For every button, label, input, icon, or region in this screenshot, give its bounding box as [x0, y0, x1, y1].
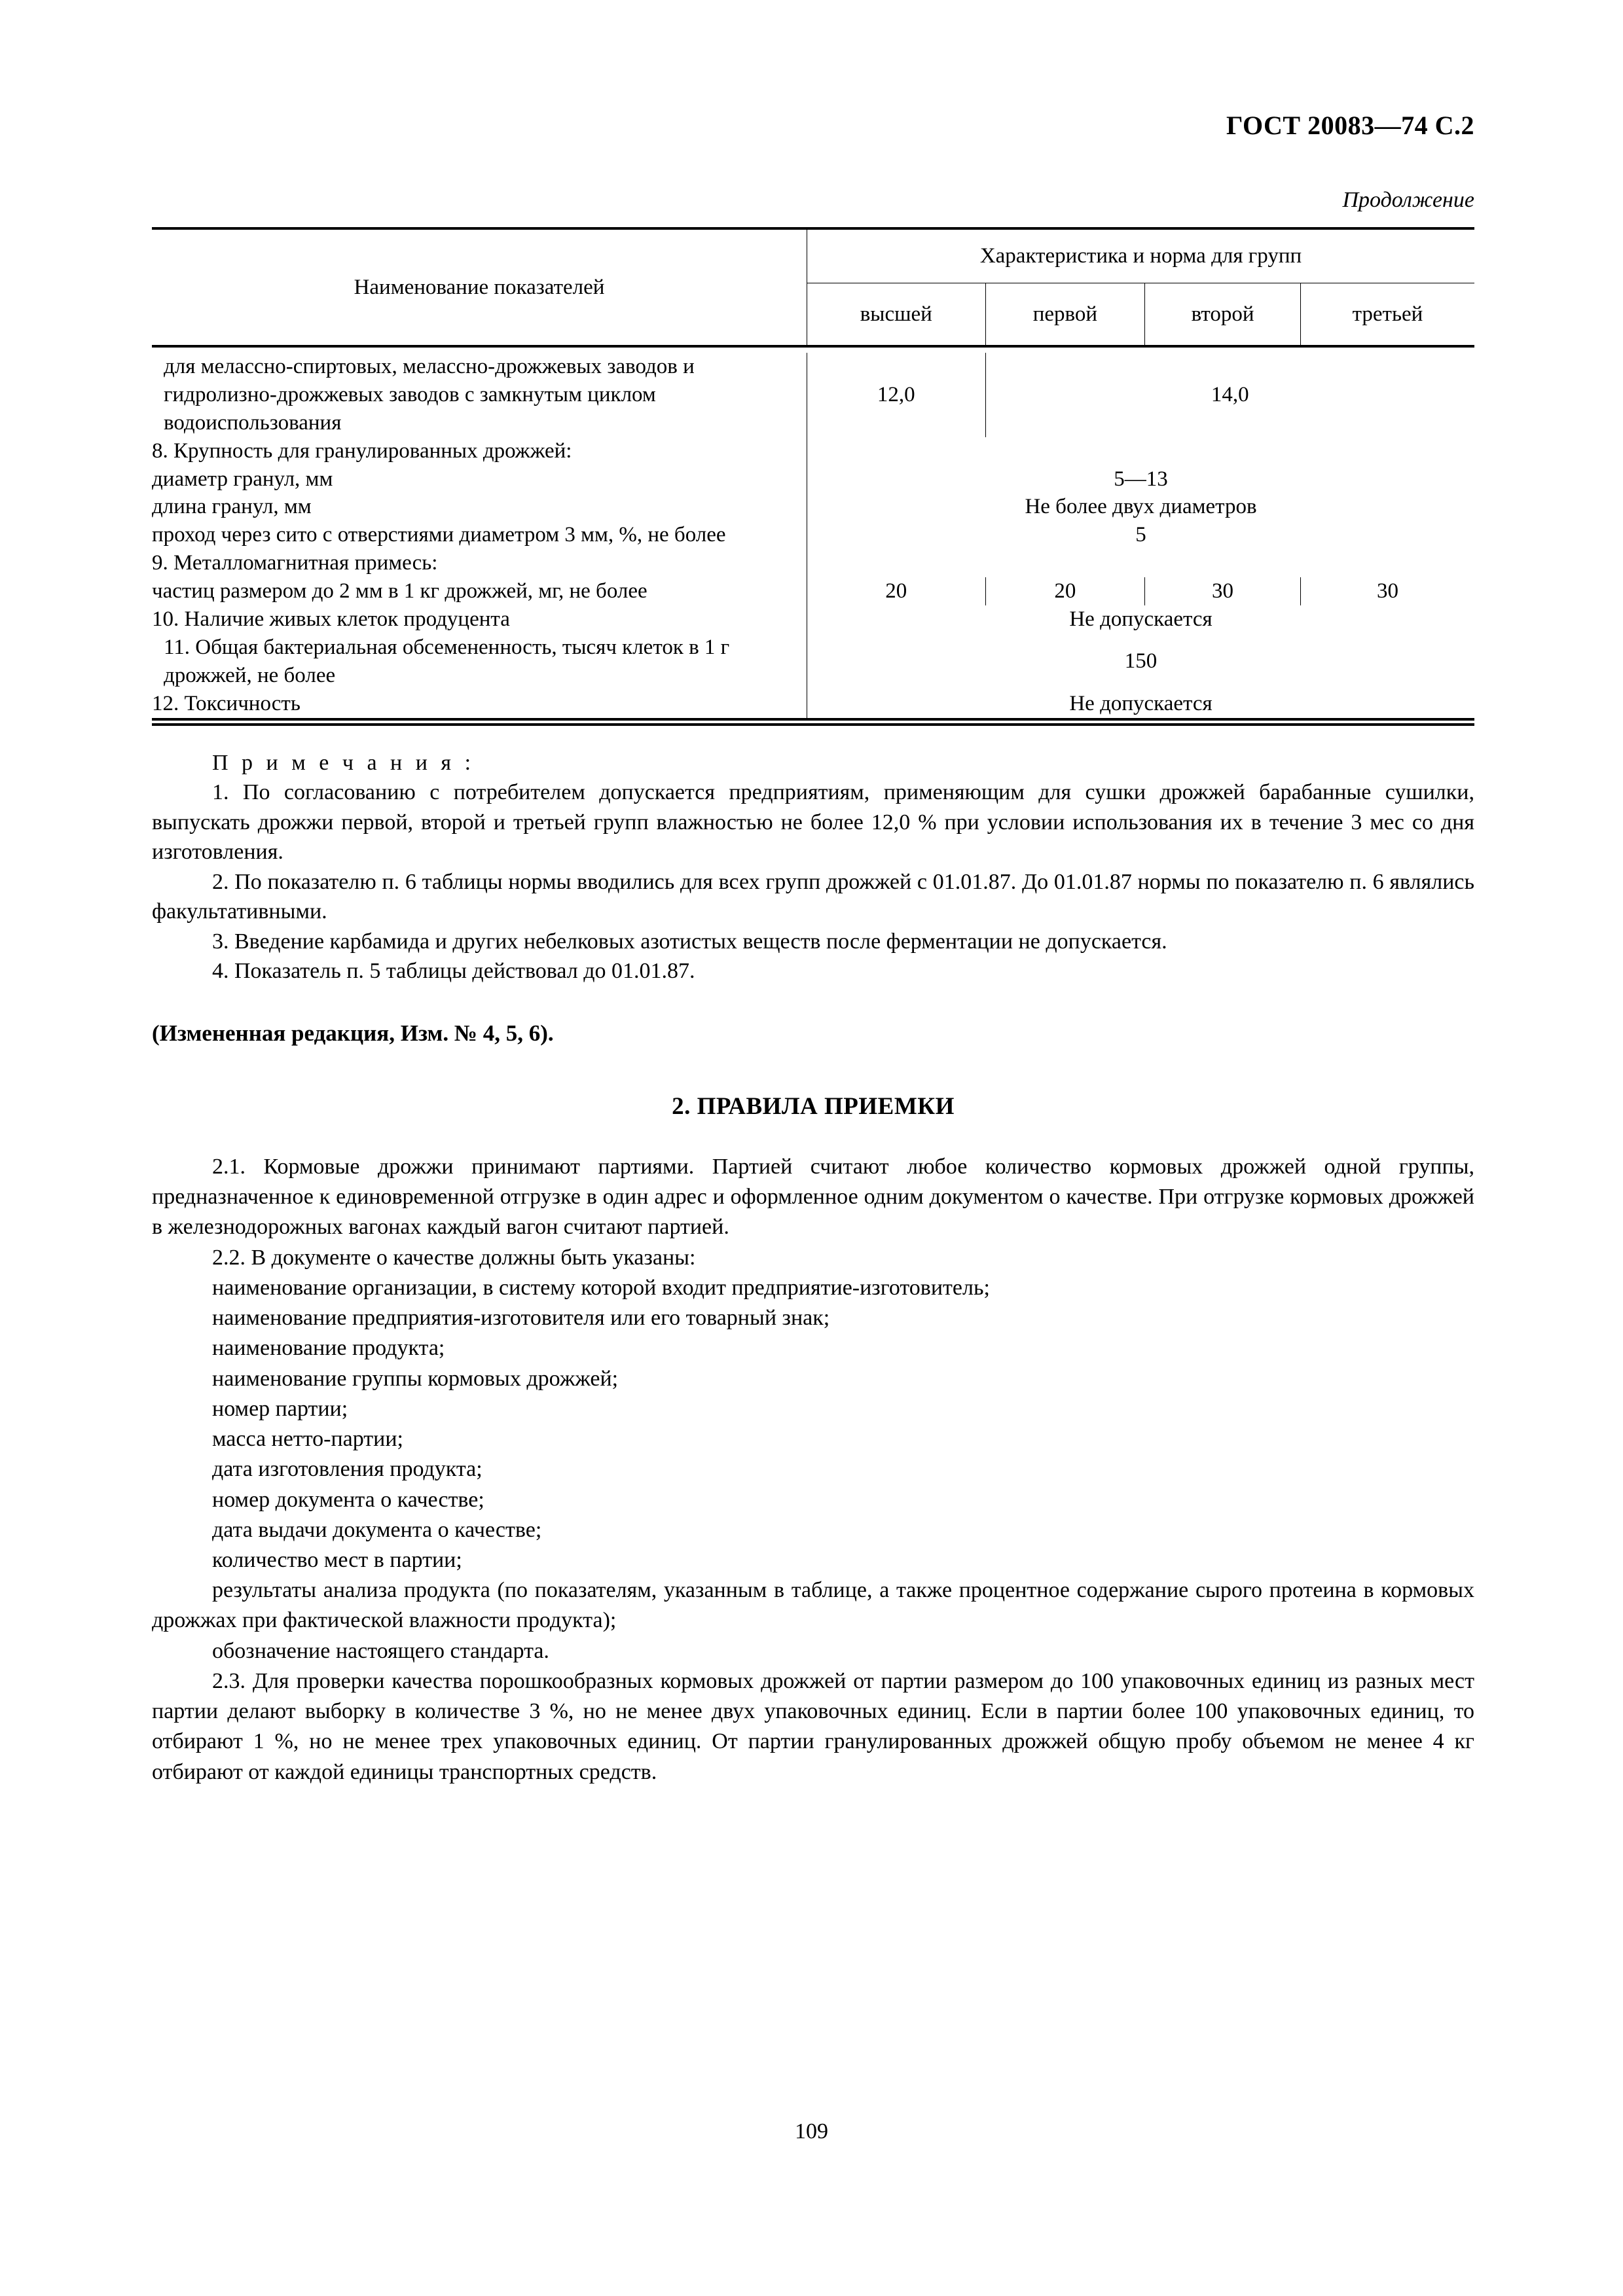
row-label-bacterial-count: 11. Общая бактериальная обсемененность, тысяч клеток в 1 г дрожжей, не более — [152, 634, 807, 690]
table-header-row — [152, 228, 1474, 283]
row-value-particles-second: 30 — [1145, 577, 1301, 605]
revision-note: (Измененная редакция, Изм. № 4, 5, 6). — [152, 1020, 554, 1046]
doc-item-issue-date: дата выдачи документа о качестве; — [212, 1517, 542, 1542]
specification-table — [152, 227, 1474, 726]
row-label-granule-length: длина гранул, мм — [152, 493, 807, 521]
row-label-particles-2mm: частиц размером до 2 мм в 1 кг дрожжей, мг, не более — [152, 577, 807, 605]
doc-item-net-mass: масса нетто-партии; — [212, 1427, 403, 1452]
table-header-separator — [152, 346, 1474, 353]
table-bottom-rule — [152, 719, 1474, 725]
section-title-acceptance-rules: 2. ПРАВИЛА ПРИЕМКИ — [672, 1092, 955, 1120]
standard-reference: ГОСТ 20083—74 С.2 — [1226, 111, 1474, 140]
notes-title: П р и м е ч а н и я : — [212, 750, 475, 775]
row-value-empty-2 — [807, 549, 1475, 577]
header-group-first: первой — [985, 283, 1145, 346]
doc-item-production-date: дата изготовления продукта; — [212, 1457, 483, 1482]
row-label-granule-size: 8. Крупность для гранулированных дрожжей: — [152, 437, 807, 465]
row-value-granule-diameter: 5—13 — [807, 465, 1475, 493]
continuation-label: Продолжение — [1342, 188, 1474, 212]
doc-item-batch-number: номер партии; — [212, 1396, 348, 1421]
paragraph-2-3: 2.3. Для проверки качества порошкообразных кормовых дрожжей от партии размером до 100 упаковочных единиц из разных мест партии делают выборку в количестве 3 %, но не менее двух упаковочных единиц. Если в партии более 100 упаковочных единиц, то отбирают 1 %, но не менее трех упаковочных единиц. От партии гранулированных дрожжей общую пробу объемом не менее 4 кг отбирают от каждой единицы транспортных средств. — [152, 1668, 1474, 1784]
header-group-highest: высшей — [807, 283, 986, 346]
header-indicator-name: Наименование показателей — [152, 228, 807, 346]
paragraph-2-1: 2.1. Кормовые дрожжи принимают партиями. Партией считают любое количество кормовых дрожжей одной группы, предназначенное к единовременной отгрузке в один адрес и оформленное одним документом о качестве. При отгрузке кормовых дрожжей в железнодорожных вагонах каждый вагон считают партией. — [152, 1154, 1474, 1240]
header-group-characteristics: Характеристика и норма для групп — [807, 228, 1475, 283]
row-label-live-cells: 10. Наличие живых клеток продуцента — [152, 605, 807, 634]
page-number: 109 — [795, 2119, 828, 2144]
table-row — [152, 465, 1474, 493]
header-group-third: третьей — [1300, 283, 1474, 346]
doc-item-manufacturer: наименование предприятия-изготовителя или его товарный знак; — [212, 1306, 830, 1331]
note-item-1: 1. По согласованию с потребителем допускается предприятиям, применяющим для сушки дрожжей барабанные сушилки, выпускать дрожжи первой, второй и третьей групп влажностью не более 12,0 % при условии использования их в течение 3 мес со дня изготовления. — [152, 780, 1474, 865]
note-item-3: 3. Введение карбамида и других небелковых азотистых веществ после ферментации не допускается. — [212, 929, 1167, 954]
table-row — [152, 521, 1474, 549]
table-row — [152, 437, 1474, 465]
row-value-particles-first: 20 — [985, 577, 1145, 605]
paragraph-2-2: 2.2. В документе о качестве должны быть указаны: — [212, 1245, 696, 1270]
table-row — [152, 493, 1474, 521]
row-value-granule-length: Не более двух диаметров — [807, 493, 1475, 521]
header-group-second: второй — [1145, 283, 1301, 346]
table-row — [152, 690, 1474, 719]
table-row — [152, 605, 1474, 634]
row-label-sieve-pass: проход через сито с отверстиями диаметром 3 мм, %, не более — [152, 521, 807, 549]
row-value-merged: 14,0 — [1211, 382, 1249, 406]
doc-item-quality-doc-number: номер документа о качестве; — [212, 1487, 484, 1512]
row-value-particles-highest: 20 — [807, 577, 986, 605]
page-content — [152, 0, 1474, 1787]
row-label-toxicity: 12. Токсичность — [152, 690, 807, 719]
row-value-toxicity: Не допускается — [807, 690, 1475, 719]
doc-item-organization: наименование организации, в систему которой входит предприятие-изготовитель; — [212, 1275, 990, 1300]
table-row — [152, 634, 1474, 690]
table-row — [152, 353, 1474, 437]
row-value-live-cells: Не допускается — [807, 605, 1475, 634]
row-value-highest: 12,0 — [807, 353, 986, 437]
row-value-empty — [807, 437, 1475, 465]
row-value-particles-third: 30 — [1300, 577, 1474, 605]
notes-block — [152, 748, 1474, 986]
table-row — [152, 549, 1474, 577]
row-value-bacterial-count: 150 — [807, 634, 1475, 690]
note-item-2: 2. По показателю п. 6 таблицы нормы вводились для всех групп дрожжей с 01.01.87. До 01.01.87 нормы по показателю п. 6 являлись факультативными. — [152, 869, 1474, 924]
doc-item-places-count: количество мест в партии; — [212, 1548, 462, 1572]
doc-item-analysis-results: результаты анализа продукта (по показателям, указанным в таблице, а также процентное содержание сырого протеина в кормовых дрожжах при фактической влажности продукта); — [152, 1578, 1474, 1633]
row-value-sieve-pass: 5 — [807, 521, 1475, 549]
doc-item-product-name: наименование продукта; — [212, 1336, 445, 1361]
section-body — [152, 1152, 1474, 1787]
row-label-metallomagnetic: 9. Металломагнитная примесь: — [152, 549, 807, 577]
row-label-moisture-plants: для мелассно-спиртовых, мелассно-дрожжевых заводов и гидролизно-дрожжевых заводов с замкнутым циклом водоиспользования — [152, 353, 807, 437]
doc-item-standard-designation: обозначение настоящего стандарта. — [212, 1638, 549, 1663]
table-row — [152, 577, 1474, 605]
note-item-4: 4. Показатель п. 5 таблицы действовал до 01.01.87. — [212, 959, 695, 984]
row-label-granule-diameter: диаметр гранул, мм — [152, 465, 807, 493]
doc-item-group-name: наименование группы кормовых дрожжей; — [212, 1366, 619, 1391]
